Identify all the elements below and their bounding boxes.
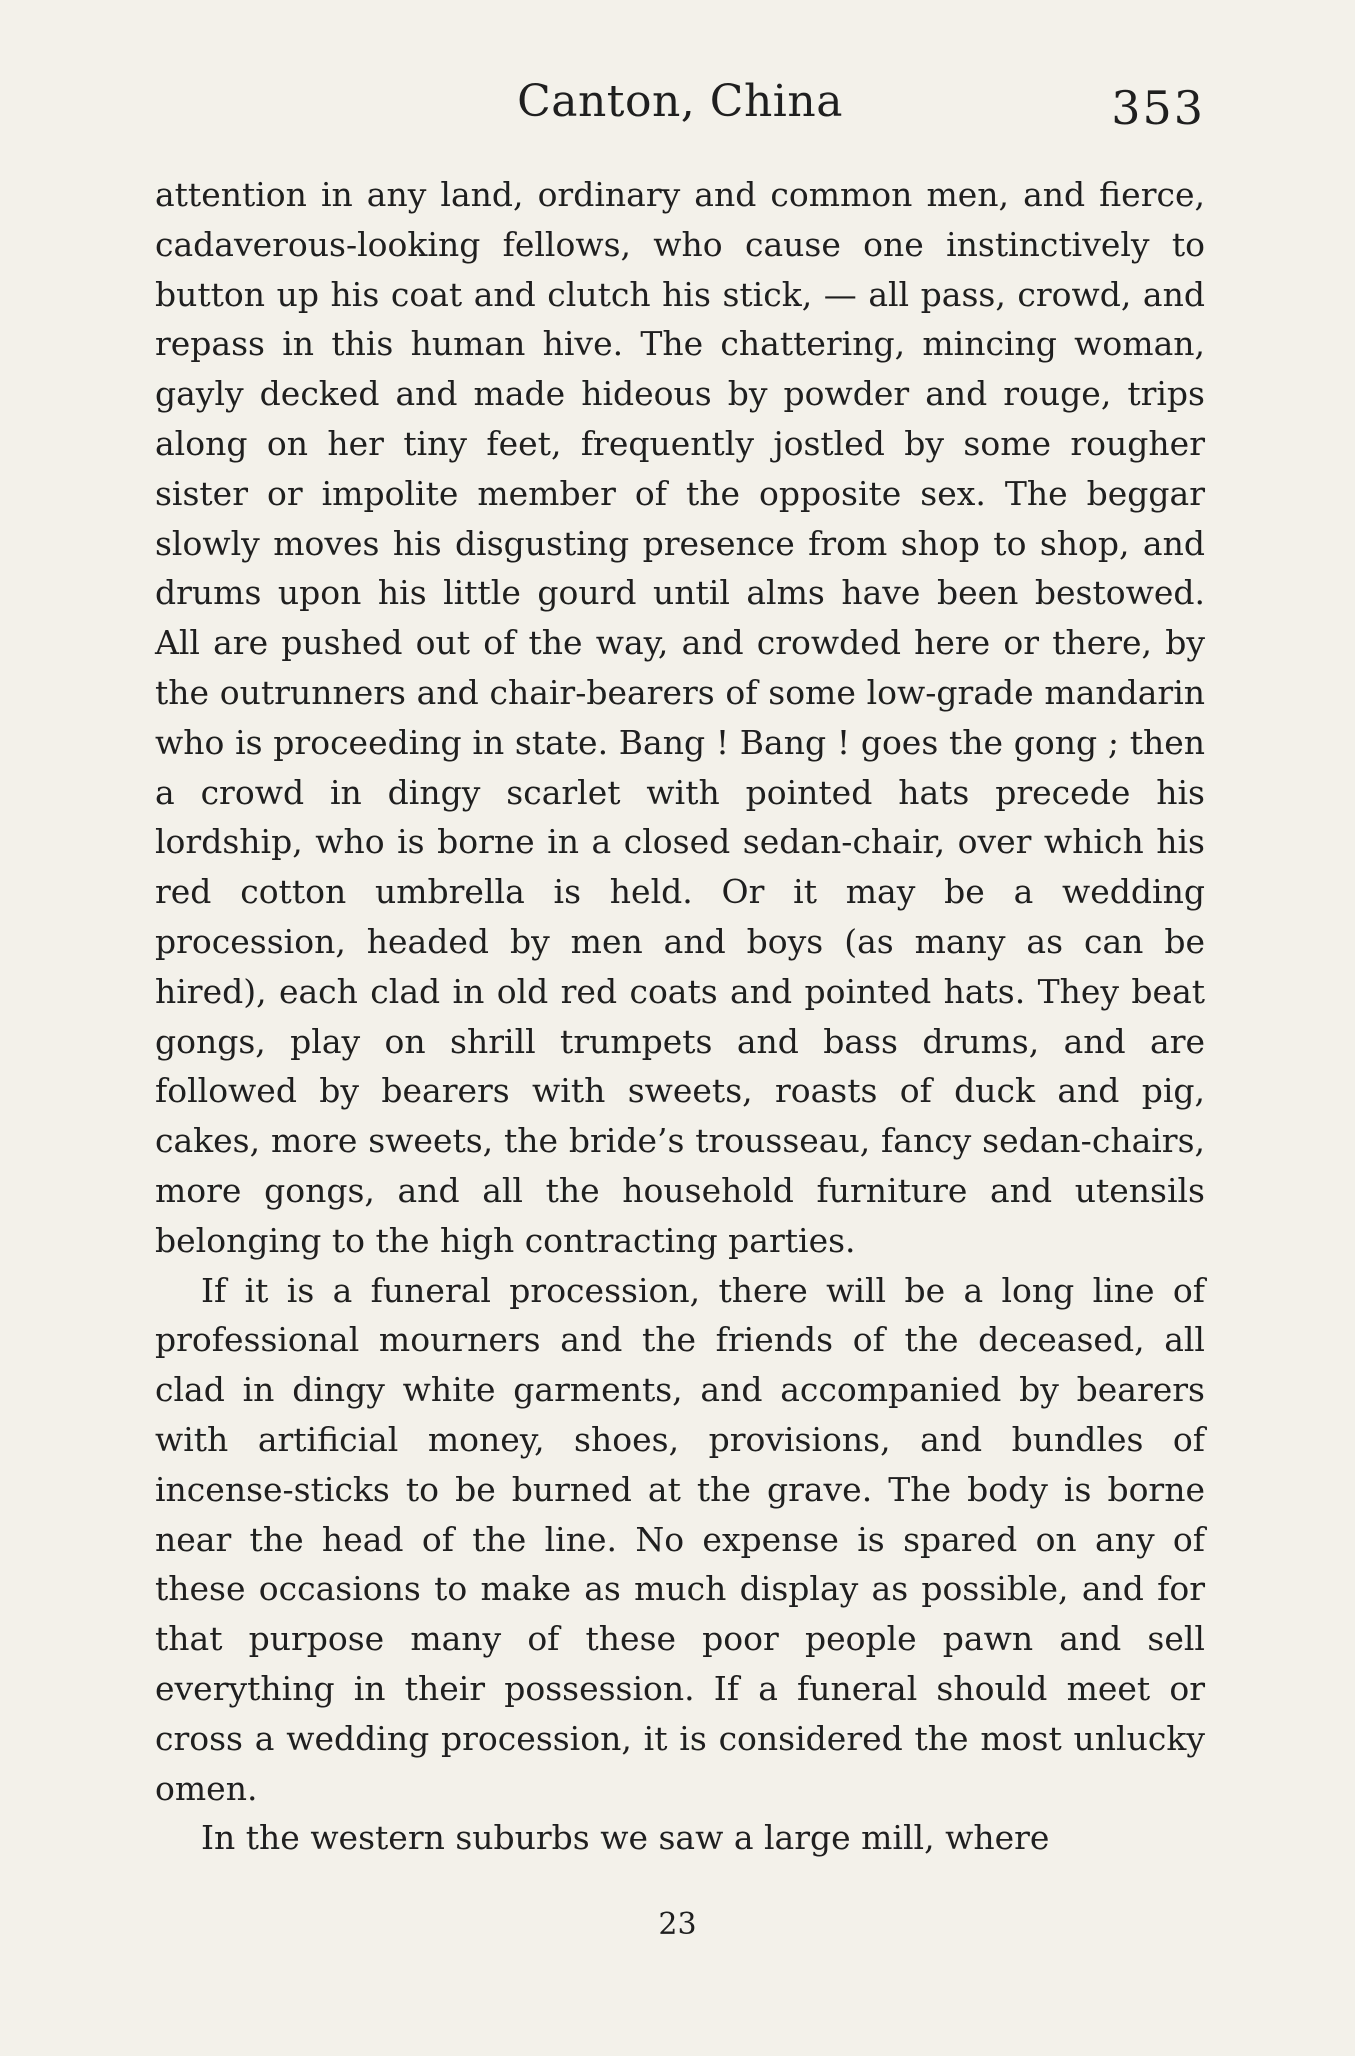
paragraph-3: In the western suburbs we saw a large mill, where	[201, 1818, 1050, 1858]
running-head	[155, 62, 1205, 142]
paragraph-2: If it is a funeral procession, there will be a long line of professional mourners and the friends of the deceased, all clad in dingy white garments, and accompanied by bearers with artificial money, shoes, provisions, and bundles of incense-sticks to be burned at the grave. The body is borne near the head of the line. No expense is spared on any of these occasions to make as much display as possible, and for that purpose many of these poor people pawn and sell everything in their possession. If a funeral should meet or cross a wedding procession, it is considered the most unlucky omen.	[155, 1270, 1205, 1808]
paragraph-1: attention in any land, ordinary and common men, and fierce, cadaverous-looking fellows, who cause one instinctively to button up his coat and clutch his stick, — all pass, crowd, and repass in this human hive. The chattering, mincing woman, gayly decked and made hideous by powder and rouge, trips along on her tiny feet, frequently jostled by some rougher sister or impolite member of the opposite sex. The beggar slowly moves his disgusting presence from shop to shop, and drums upon his little gourd until alms have been bestowed. All are pushed out of the way, and crowded here or there, by the outrunners and chair-bearers of some low-grade mandarin who is proceeding in state. Bang ! Bang ! goes the gong ; then a crowd in dingy scarlet with pointed hats precede his lordship, who is borne in a closed sedan-chair, over which his red cotton umbrella is held. Or it may be a wedding procession, headed by men and boys (as many as can be hired), each clad in old red coats and pointed hats. They beat gongs, play on shrill trumpets and bass drums, and are followed by bearers with sweets, roasts of duck and pig, cakes, more sweets, the bride’s trousseau, fancy sedan-chairs, more gongs, and all the household furniture and utensils belonging to the high contracting parties.	[155, 175, 1205, 1260]
running-title: Canton, China	[517, 76, 843, 127]
signature-mark: 23	[658, 1907, 697, 1942]
body-text	[155, 170, 1205, 1863]
page-number: 353	[1111, 81, 1205, 135]
